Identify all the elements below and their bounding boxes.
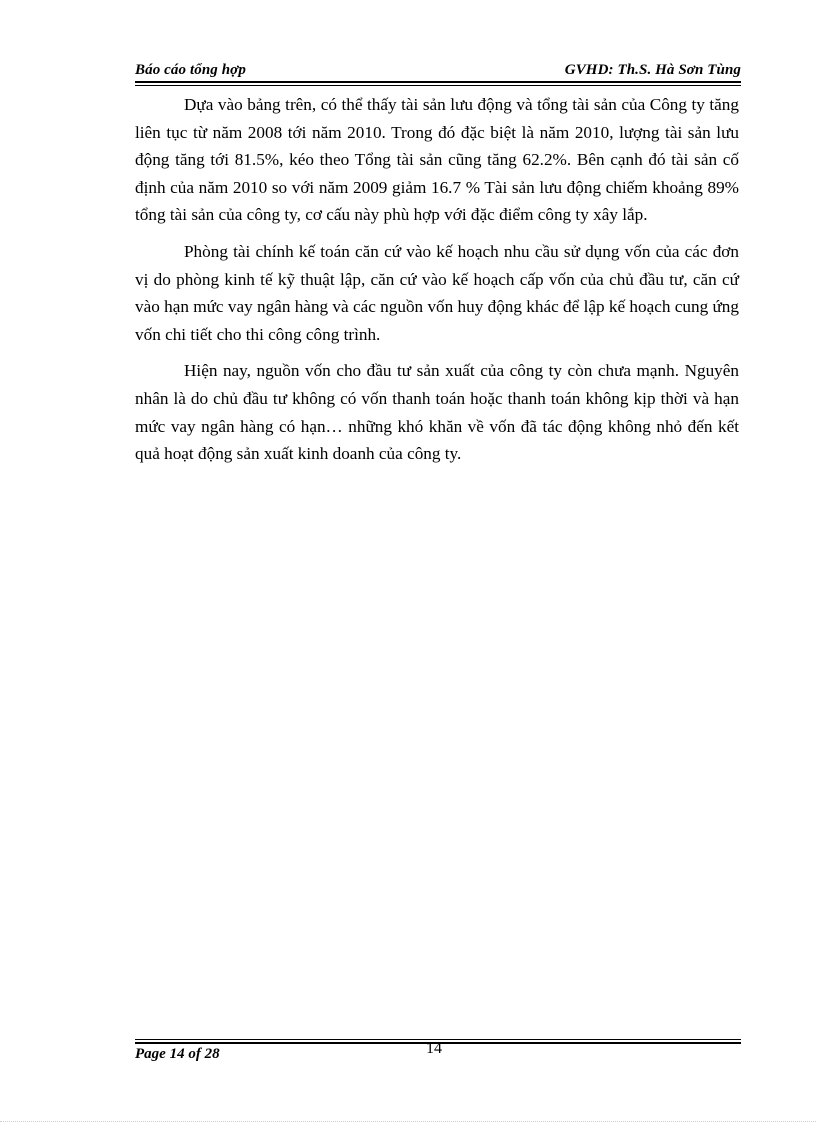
page-bottom-border bbox=[0, 1121, 816, 1122]
page-of-label: Page 14 of 28 bbox=[135, 1046, 220, 1062]
paragraph-capital-situation: Hiện nay, nguồn vốn cho đầu tư sản xuất của công ty còn chưa mạnh. Nguyên nhân là do chủ đầu tư không có vốn thanh toán hoặc thanh toán không kịp thời và hạn mức vay ngân hàng có hạn… những khó khăn về vốn đã tác động không nhỏ đến kết quả hoạt động sản xuất kinh doanh của công ty. bbox=[135, 361, 739, 464]
page-number: 14 bbox=[426, 1040, 442, 1057]
paragraph-finance-planning: Phòng tài chính kế toán căn cứ vào kế hoạch nhu cầu sử dụng vốn của các đơn vị do phòng kinh tế kỹ thuật lập, căn cứ vào kế hoạch cấp vốn của chủ đầu tư, căn cứ vào hạn mức vay ngân hàng và các nguồn vốn huy động khác để lập kế hoạch cung ứng vốn chi tiết cho thi công công trình. bbox=[135, 241, 739, 344]
page-header bbox=[135, 60, 741, 82]
header-rule bbox=[135, 81, 741, 83]
header-rule-thin bbox=[135, 85, 741, 86]
body-text bbox=[135, 91, 739, 477]
header-report-title: Báo cáo tổng hợp bbox=[135, 62, 246, 78]
header-supervisor: GVHD: Th.S. Hà Sơn Tùng bbox=[564, 62, 741, 78]
paragraph-asset-analysis: Dựa vào bảng trên, có thể thấy tài sản lưu động và tổng tài sản của Công ty tăng liên tục từ năm 2008 tới năm 2010. Trong đó đặc biệt là năm 2010, lượng tài sản lưu động tăng tới 81.5%, kéo theo Tổng tài sản cũng tăng 62.2%. Bên cạnh đó tài sản cố định của năm 2010 so với năm 2009 giảm 16.7 % Tài sản lưu động chiếm khoảng 89% tổng tài sản của công ty, cơ cấu này phù hợp với đặc điểm công ty xây lắp. bbox=[135, 95, 739, 225]
